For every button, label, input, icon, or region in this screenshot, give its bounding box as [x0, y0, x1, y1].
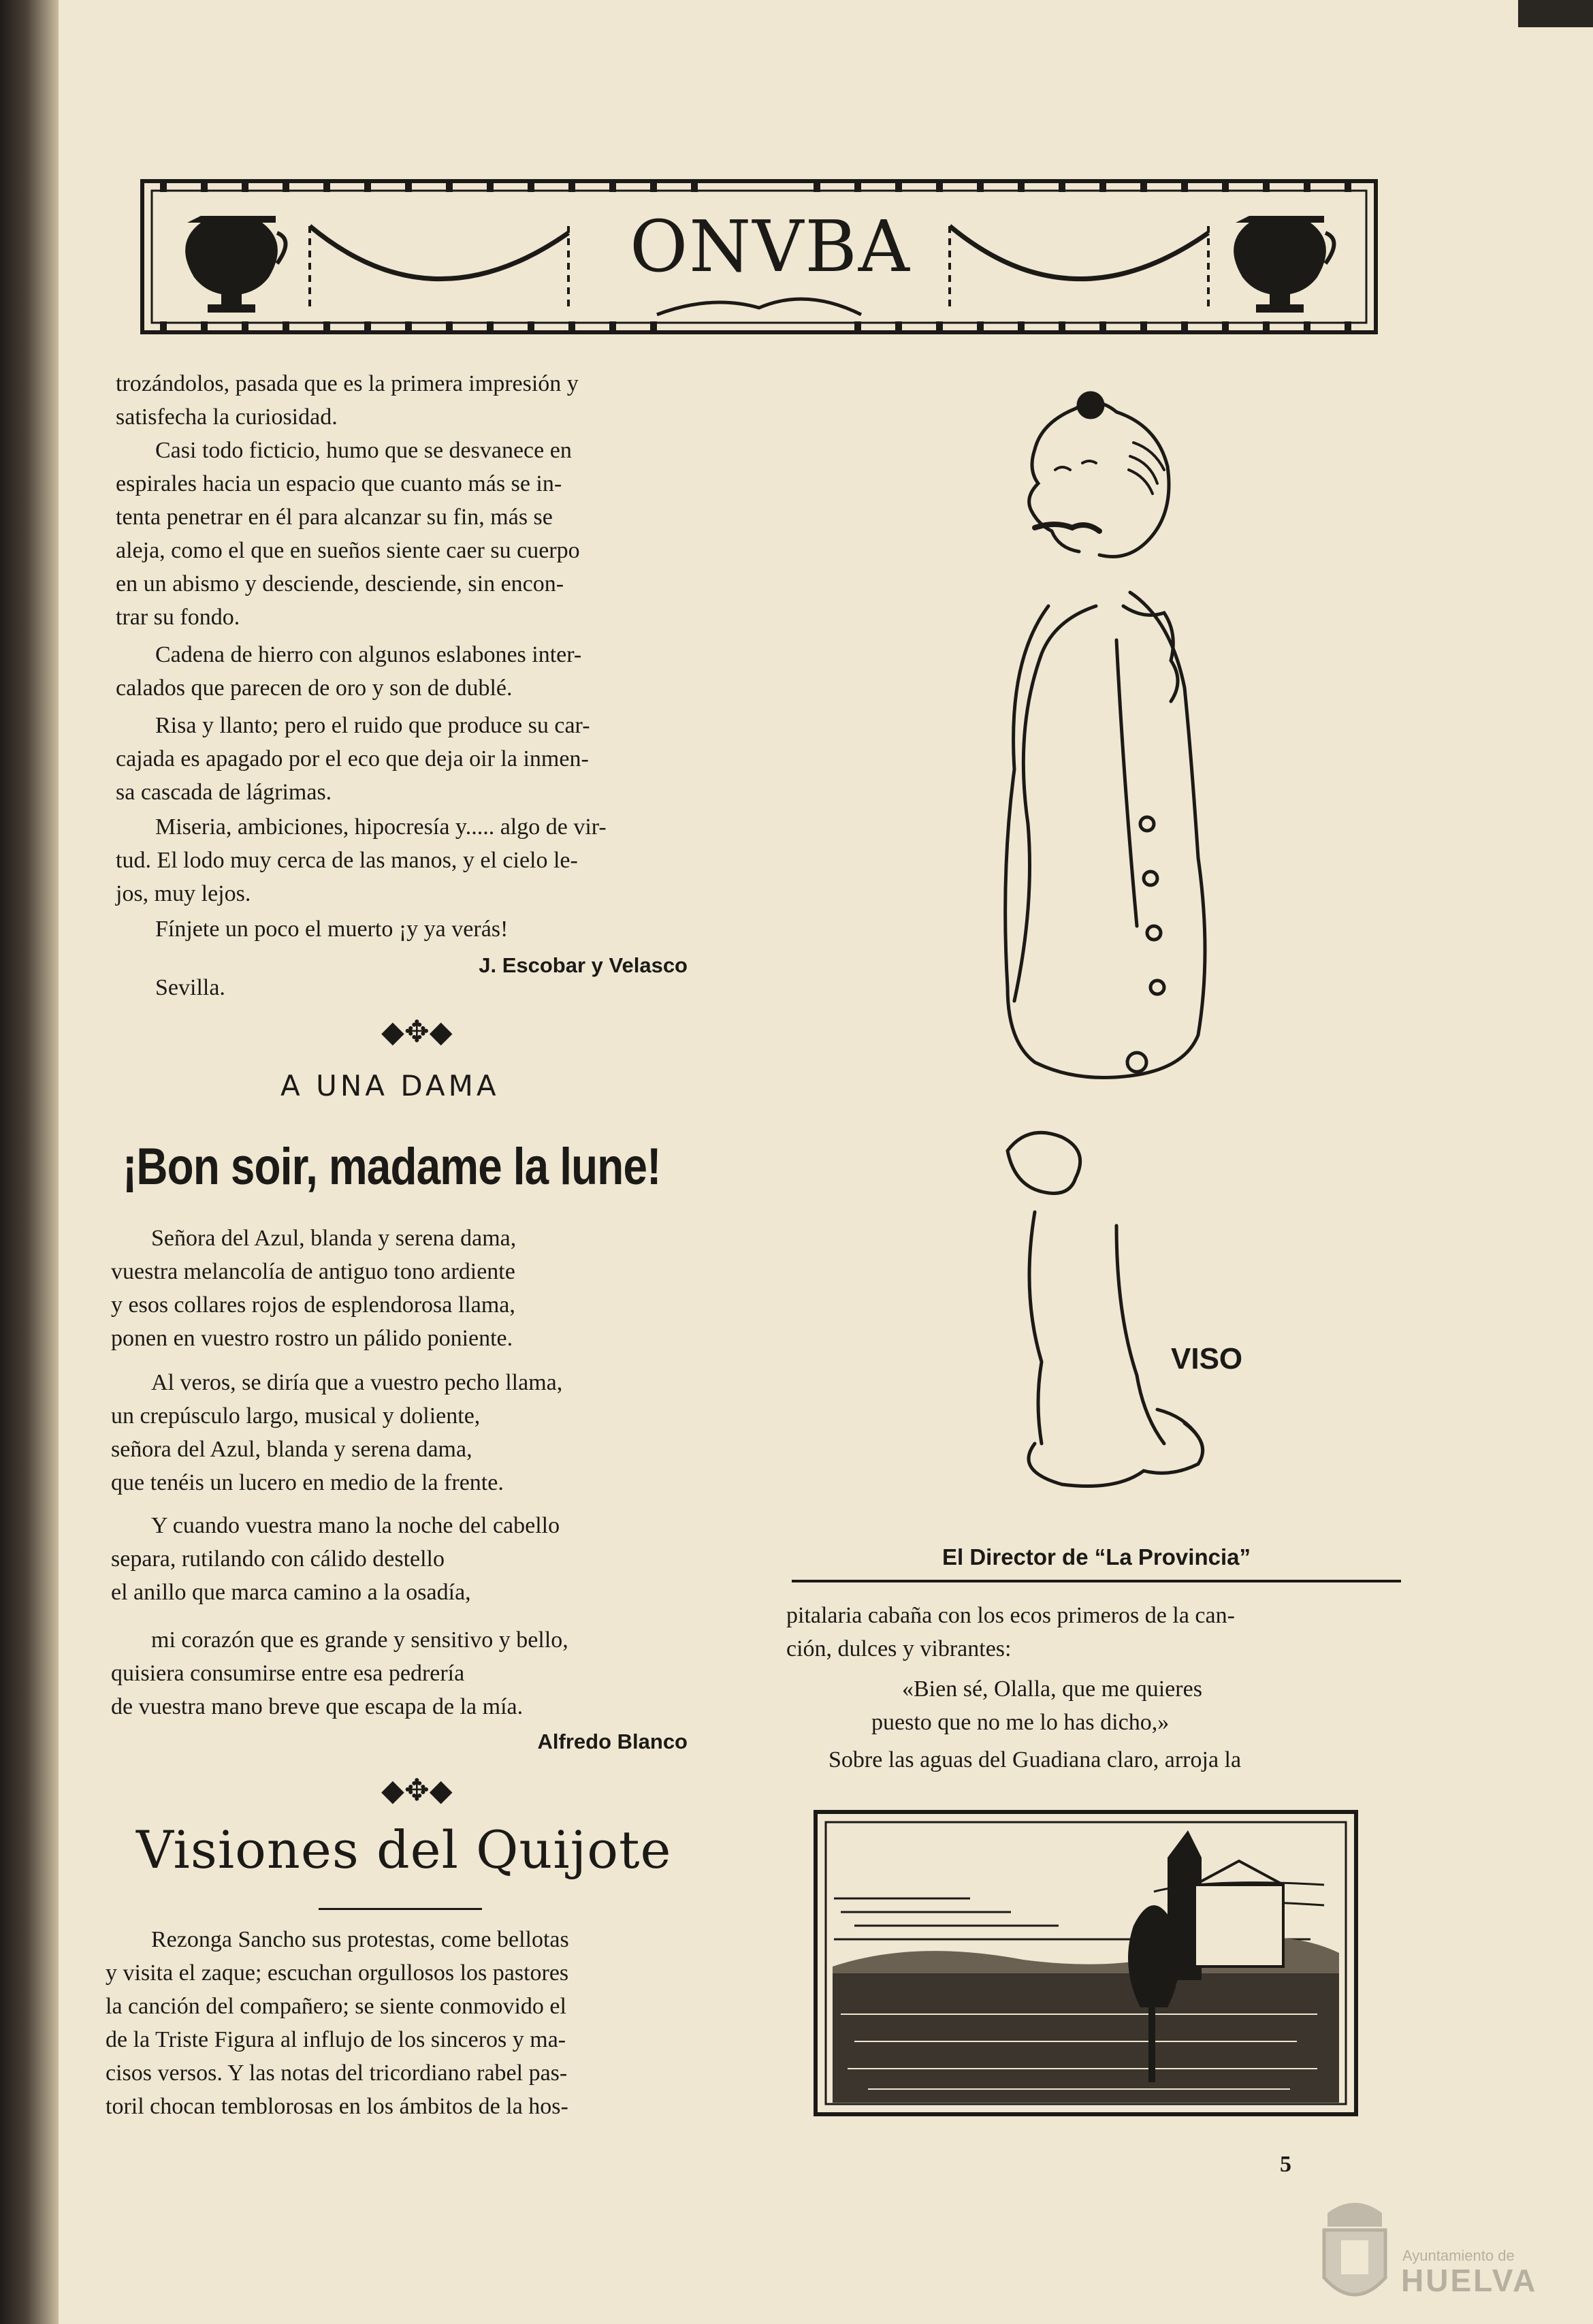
- article-line-3: la canción del compañero; se siente conmovido el: [106, 1994, 566, 2019]
- page-edge: [1518, 0, 1593, 27]
- landscape-engraving: [814, 1810, 1358, 2116]
- title-rule: [319, 1908, 482, 1910]
- article-line-1: Rezonga Sancho sus protestas, come bellotas: [151, 1927, 569, 1952]
- poem-s3-l3: el anillo que marca camino a la osadía,: [111, 1580, 471, 1605]
- urn-right-icon: [1234, 216, 1334, 313]
- quote-line-1: «Bien sé, Olalla, que me quieres: [902, 1676, 1202, 1702]
- article-line-2: y visita el zaque; escuchan orgullosos los pastores: [106, 1960, 569, 1986]
- poem-s2-l2: un crepúsculo largo, musical y doliente,: [111, 1403, 481, 1429]
- bottom-flourish-icon: [657, 299, 861, 315]
- para-2-line-3: tenta penetrar en él para alcanzar su fin, más se: [116, 505, 553, 530]
- poem-s4-l2: quisiera consumirse entre esa pedrería: [111, 1661, 465, 1686]
- coat-of-arms-icon: [1314, 2186, 1396, 2308]
- fleuron-icon: ◆✥◆: [381, 1015, 453, 1049]
- para-4-line-3: sa cascada de lágrimas.: [116, 780, 332, 805]
- article-line-6: toril chocan temblorosas en los ámbitos de la hos-: [106, 2094, 568, 2119]
- illustration-signature: VISO: [1171, 1342, 1243, 1375]
- para-5-line-1: Miseria, ambiciones, hipocresía y..... algo de vir-: [155, 814, 607, 840]
- poem-s3-l1: Y cuando vuestra mano la noche del cabello: [151, 1513, 560, 1538]
- poem-s2-l3: señora del Azul, blanda y serena dama,: [111, 1437, 472, 1462]
- watermark-line-1: Ayuntamiento de: [1402, 2247, 1515, 2264]
- caricature-illustration: [912, 381, 1266, 1539]
- para-2-line-5: en un abismo y desciende, desciende, sin encon-: [116, 571, 564, 596]
- masthead-banner: [140, 178, 1379, 335]
- para-5-line-3: jos, muy lejos.: [116, 881, 251, 906]
- para-3-line-1: Cadena de hierro con algunos eslabones inter-: [155, 642, 582, 667]
- para-4-line-2: cajada es apagado por el eco que deja oir la inmen-: [116, 746, 589, 771]
- poem-s1-l4: ponen en vuestro rostro un pálido poniente.: [111, 1326, 513, 1351]
- poem-s2-l1: Al veros, se diría que a vuestro pecho llama,: [151, 1370, 563, 1395]
- poem-dedication: A UNA DAMA: [280, 1069, 500, 1102]
- article-title: Visiones del Quijote: [136, 1819, 672, 1880]
- place-sevilla: Sevilla.: [155, 975, 225, 1000]
- para-4-line-1: Risa y llanto; pero el ruido que produce su car-: [155, 713, 590, 738]
- para-1-line-1: trozándolos, pasada que es la primera impresión y: [116, 371, 579, 396]
- para-6-line-1: Fínjete un poco el muerto ¡y ya verás!: [155, 917, 509, 942]
- poem-s3-l2: separa, rutilando con cálido destello: [111, 1546, 445, 1572]
- right-line-after-quote: Sobre las aguas del Guadiana claro, arroja la: [828, 1747, 1242, 1772]
- urn-left-icon: [185, 216, 285, 313]
- fleuron-icon-2: ◆✥◆: [381, 1773, 453, 1808]
- article-line-4: de la Triste Figura al influjo de los sinceros y ma-: [106, 2027, 566, 2052]
- poem-s4-l1: mi corazón que es grande y sensitivo y bello,: [151, 1627, 568, 1653]
- signature-blanco: Alfredo Blanco: [537, 1730, 688, 1753]
- para-2-line-4: aleja, como el que en sueños siente caer su cuerpo: [116, 538, 580, 563]
- para-2-line-6: trar su fondo.: [116, 605, 240, 630]
- watermark: [1314, 2186, 1573, 2315]
- poem-s4-l3: de vuestra mano breve que escapa de la mía.: [111, 1694, 524, 1719]
- poem-s1-l2: vuestra melancolía de antiguo tono ardiente: [111, 1259, 515, 1284]
- poem-s1-l3: y esos collares rojos de esplendorosa llama,: [111, 1292, 515, 1318]
- binding-gutter: [0, 0, 59, 2324]
- signature-escobar: J. Escobar y Velasco: [479, 953, 688, 977]
- article-line-5: cisos versos. Y las notas del tricordiano rabel pas-: [106, 2060, 568, 2086]
- poem-s2-l4: que tenéis un lucero en medio de la frente.: [111, 1470, 504, 1495]
- quote-line-2: puesto que no me lo has dicho,»: [871, 1710, 1170, 1735]
- para-3-line-2: calados que parecen de oro y son de dublé.: [116, 675, 513, 701]
- caption-rule: [792, 1580, 1401, 1582]
- para-5-line-2: tud. El lodo muy cerca de las manos, y el cielo le-: [116, 848, 578, 873]
- illustration-caption: El Director de “La Provincia”: [942, 1544, 1251, 1570]
- watermark-line-2: HUELVA: [1401, 2263, 1538, 2298]
- right-line-2: ción, dulces y vibrantes:: [786, 1636, 1012, 1661]
- page-number: 5: [1280, 2152, 1291, 2177]
- para-1-line-2: satisfecha la curiosidad.: [116, 404, 338, 430]
- poem-s1-l1: Señora del Azul, blanda y serena dama,: [151, 1226, 517, 1251]
- para-2-line-1: Casi todo ficticio, humo que se desvanece en: [155, 438, 572, 463]
- poem-title: ¡Bon soir, madame la lune!: [123, 1138, 661, 1196]
- masthead-title: ONVBA: [630, 205, 911, 288]
- para-2-line-2: espirales hacia un espacio que cuanto más se in-: [116, 471, 562, 496]
- right-line-1: pitalaria cabaña con los ecos primeros de la can-: [786, 1603, 1235, 1628]
